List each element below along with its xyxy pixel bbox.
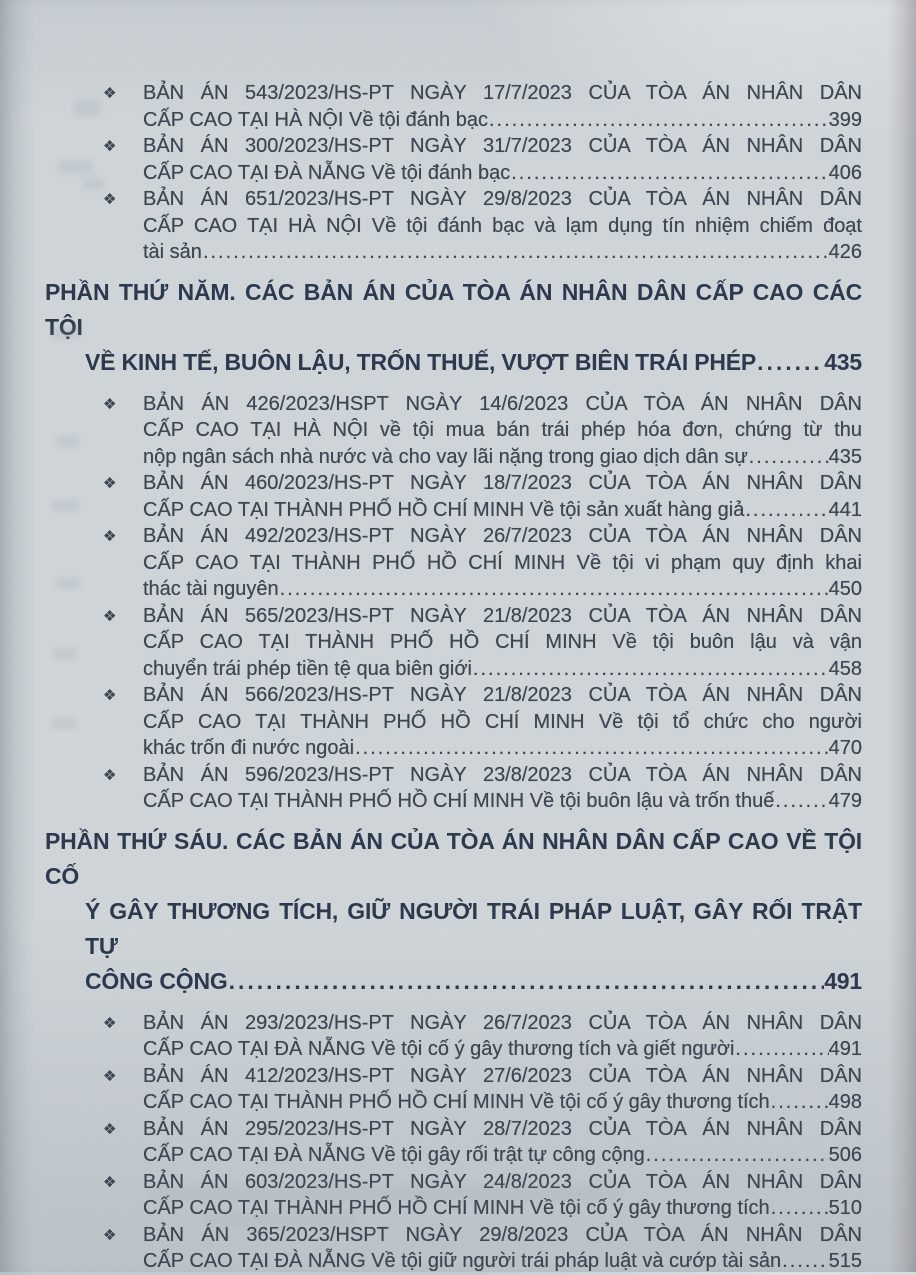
toc-line [45, 824, 862, 894]
entry-text: BẢN ÁN 365/2023/HSPT NGÀY 29/8/2023 CỦA TÒA ÁN NHÂN DÂN [143, 1223, 862, 1246]
toc-line [143, 1089, 862, 1116]
page-number: 510 [828, 1197, 862, 1219]
toc-line [143, 186, 862, 213]
diamond-bullet-icon: ❖ [103, 1120, 117, 1138]
toc-entry [45, 186, 862, 266]
toc-entry [45, 80, 862, 133]
toc-entry [45, 603, 862, 683]
diamond-bullet-icon: ❖ [103, 1173, 117, 1191]
toc-entry [45, 523, 862, 603]
dot-leader [202, 239, 829, 266]
entry-text: thác tài nguyên [143, 578, 279, 600]
diamond-bullet-icon: ❖ [103, 1067, 117, 1085]
entry-text: BẢN ÁN 460/2023/HS-PT NGÀY 18/7/2023 CỦA TÒA ÁN NHÂN DÂN [143, 472, 862, 494]
heading-text: Ý GÂY THƯƠNG TÍCH, GIỮ NGƯỜI TRÁI PHÁP LUẬT, GÂY RỐI TRẬT TỰ [85, 897, 862, 959]
entry-text: CẤP CAO TẠI ĐÀ NẴNG Về tội cố ý gây thương tích và giết người [143, 1038, 735, 1060]
toc-line [143, 523, 862, 550]
toc-line [143, 497, 862, 524]
toc-line [143, 709, 862, 736]
entry-text: BẢN ÁN 295/2023/HS-PT NGÀY 28/7/2023 CỦA TÒA ÁN NHÂN DÂN [143, 1117, 862, 1140]
section-heading [45, 275, 862, 380]
entry-text: CẤP CAO TẠI ĐÀ NẴNG Về tội gây rối trật tự công cộng [143, 1144, 645, 1166]
diamond-bullet-icon: ❖ [103, 1226, 117, 1244]
toc-entry [45, 133, 862, 186]
dot-leader [770, 1089, 829, 1116]
toc-line [143, 1036, 862, 1063]
toc-entry [45, 1010, 862, 1063]
toc-line [45, 964, 862, 999]
heading-text: CÔNG CỘNG [85, 967, 228, 994]
entry-text: CẤP CAO TẠI THÀNH PHỐ HỒ CHÍ MINH Về tội cố ý gây thương tích [143, 1197, 770, 1219]
toc-line [143, 550, 862, 577]
toc-line [143, 239, 862, 266]
entry-text: BẢN ÁN 565/2023/HS-PT NGÀY 21/8/2023 CỦA TÒA ÁN NHÂN DÂN [143, 604, 862, 627]
toc-line [45, 894, 862, 964]
dot-leader [756, 345, 824, 380]
entry-text: nộp ngân sách nhà nước và cho vay lãi nặng trong giao dịch dân sự [143, 445, 748, 468]
table-of-contents [45, 80, 862, 1275]
diamond-bullet-icon: ❖ [103, 528, 117, 545]
diamond-bullet-icon: ❖ [103, 138, 117, 155]
toc-entry [45, 682, 862, 762]
page-number: 435 [824, 348, 862, 375]
entry-text: BẢN ÁN 596/2023/HS-PT NGÀY 23/8/2023 CỦA TÒA ÁN NHÂN DÂN [143, 763, 862, 786]
toc-line [143, 1222, 862, 1249]
diamond-bullet-icon: ❖ [103, 191, 117, 208]
page-number: 491 [824, 967, 862, 994]
toc-line [143, 1248, 862, 1275]
toc-entry [45, 391, 862, 471]
toc-line [143, 629, 862, 656]
page-number: 441 [828, 498, 862, 521]
entry-text: CẤP CAO TẠI THÀNH PHỐ HỒ CHÍ MINH Về tội cố ý gây thương tích [143, 1091, 770, 1113]
entry-text: BẢN ÁN 492/2023/HS-PT NGÀY 26/7/2023 CỦA TÒA ÁN NHÂN DÂN [143, 525, 862, 547]
page-number: 491 [828, 1038, 862, 1060]
entry-text: BẢN ÁN 426/2023/HSPT NGÀY 14/6/2023 CỦA TÒA ÁN NHÂN DÂN [143, 392, 862, 415]
toc-line [143, 470, 862, 497]
entry-text: BẢN ÁN 300/2023/HS-PT NGÀY 31/7/2023 CỦA TÒA ÁN NHÂN DÂN [143, 135, 862, 157]
heading-text: PHẦN THỨ NĂM. CÁC BẢN ÁN CỦA TÒA ÁN NHÂN DÂN CẤP CAO CÁC TỘI [45, 278, 862, 340]
diamond-bullet-icon: ❖ [103, 85, 117, 102]
diamond-bullet-icon: ❖ [103, 607, 117, 625]
entry-text: BẢN ÁN 293/2023/HS-PT NGÀY 26/7/2023 CỦA TÒA ÁN NHÂN DÂN [143, 1011, 862, 1034]
toc-line [143, 417, 862, 444]
diamond-bullet-icon: ❖ [103, 1014, 117, 1032]
toc-line [143, 1142, 862, 1169]
diamond-bullet-icon: ❖ [103, 395, 117, 413]
diamond-bullet-icon: ❖ [103, 687, 117, 704]
toc-line [143, 682, 862, 709]
dot-leader [774, 788, 828, 815]
page-number: 450 [828, 578, 862, 600]
toc-entry [45, 1063, 862, 1116]
toc-line [143, 1116, 862, 1143]
entry-text: CẤP CAO TẠI THÀNH PHỐ HỒ CHÍ MINH Về tội buôn lậu và vận [143, 631, 862, 653]
toc-entry [45, 762, 862, 815]
toc-line [143, 603, 862, 630]
entry-text: BẢN ÁN 543/2023/HS-PT NGÀY 17/7/2023 CỦA TÒA ÁN NHÂN DÂN [143, 82, 862, 104]
toc-line [143, 656, 862, 683]
entry-text: CẤP CAO TẠI THÀNH PHỐ HỒ CHÍ MINH Về tội buôn lậu và trốn thuế [143, 790, 775, 812]
page-number: 479 [828, 790, 862, 812]
toc-line [143, 1063, 862, 1090]
entry-text: CẤP CAO TẠI HÀ NỘI Về tội đánh bạc [143, 108, 488, 131]
page-number: 435 [828, 445, 862, 468]
toc-line [143, 735, 862, 762]
entry-text: CẤP CAO TẠI THÀNH PHỐ HỒ CHÍ MINH Về tội tổ chức cho người [143, 710, 862, 733]
dot-leader [645, 1142, 829, 1169]
dot-leader [744, 497, 828, 524]
toc-line [143, 391, 862, 418]
entry-text: BẢN ÁN 651/2023/HS-PT NGÀY 29/8/2023 CỦA TÒA ÁN NHÂN DÂN [143, 188, 862, 210]
toc-entry [45, 1222, 862, 1275]
toc-entry [45, 470, 862, 523]
entry-text: CẤP CAO TẠI HÀ NỘI Về tội đánh bạc và lạm dụng tín nhiệm chiếm đoạt [143, 214, 862, 237]
entry-text: tài sản [143, 241, 202, 263]
entry-text: CẤP CAO TẠI THÀNH PHỐ HỒ CHÍ MINH Về tội vi phạm quy định khai [143, 551, 862, 574]
entry-text: CẤP CAO TẠI THÀNH PHỐ HỒ CHÍ MINH Về tội sản xuất hàng giả [143, 498, 745, 521]
toc-line [143, 1195, 862, 1222]
page-number: 399 [828, 108, 862, 131]
dot-leader [472, 656, 829, 683]
entry-text: BẢN ÁN 412/2023/HS-PT NGÀY 27/6/2023 CỦA TÒA ÁN NHÂN DÂN [143, 1064, 862, 1087]
toc-entry [45, 1116, 862, 1169]
page-number: 498 [828, 1091, 862, 1113]
dot-leader [770, 1195, 829, 1222]
toc-line [45, 345, 862, 380]
toc-line [45, 275, 862, 345]
toc-line [143, 788, 862, 815]
page-number: 470 [828, 737, 862, 759]
toc-line [143, 107, 862, 134]
dot-leader [354, 735, 829, 762]
dot-leader [279, 576, 829, 603]
toc-line [143, 213, 862, 240]
entry-text: CẤP CAO TẠI ĐÀ NẴNG Về tội đánh bạc [143, 161, 511, 184]
toc-line [143, 762, 862, 789]
toc-line [143, 160, 862, 187]
toc-line [143, 133, 862, 160]
entry-text: BẢN ÁN 603/2023/HS-PT NGÀY 24/8/2023 CỦA TÒA ÁN NHÂN DÂN [143, 1170, 862, 1193]
page-number: 515 [828, 1250, 862, 1272]
toc-line [143, 576, 862, 603]
dot-leader [228, 964, 825, 999]
page-number: 426 [828, 241, 862, 263]
entry-text: BẢN ÁN 566/2023/HS-PT NGÀY 21/8/2023 CỦA TÒA ÁN NHÂN DÂN [143, 684, 862, 706]
entry-text: chuyển trái phép tiền tệ qua biên giới [143, 657, 472, 680]
entry-text: CẤP CAO TẠI ĐÀ NẴNG Về tội giữ người trái pháp luật và cướp tài sản [143, 1250, 782, 1272]
dot-leader [510, 160, 828, 187]
heading-text: VỀ KINH TẾ, BUÔN LẬU, TRỐN THUẾ, VƯỢT BIÊN TRÁI PHÉP [85, 348, 757, 375]
dot-leader [734, 1036, 828, 1063]
dot-leader [748, 444, 829, 471]
section-heading [45, 824, 862, 999]
entry-text: CẤP CAO TẠI HÀ NỘI về tội mua bán trái phép hóa đơn, chứng từ thu [143, 419, 862, 441]
toc-line [143, 80, 862, 107]
dot-leader [488, 107, 829, 134]
page-number: 406 [828, 161, 862, 184]
entry-text: khác trốn đi nước ngoài [143, 737, 355, 759]
page-number: 458 [828, 657, 862, 680]
dot-leader [781, 1248, 828, 1275]
heading-text: PHẦN THỨ SÁU. CÁC BẢN ÁN CỦA TÒA ÁN NHÂN DÂN CẤP CAO VỀ TỘI CỐ [45, 827, 862, 889]
toc-line [143, 444, 862, 471]
diamond-bullet-icon: ❖ [103, 766, 117, 784]
toc-line [143, 1010, 862, 1037]
page-number: 506 [828, 1144, 862, 1166]
toc-entry [45, 1169, 862, 1222]
toc-line [143, 1169, 862, 1196]
diamond-bullet-icon: ❖ [103, 475, 117, 492]
